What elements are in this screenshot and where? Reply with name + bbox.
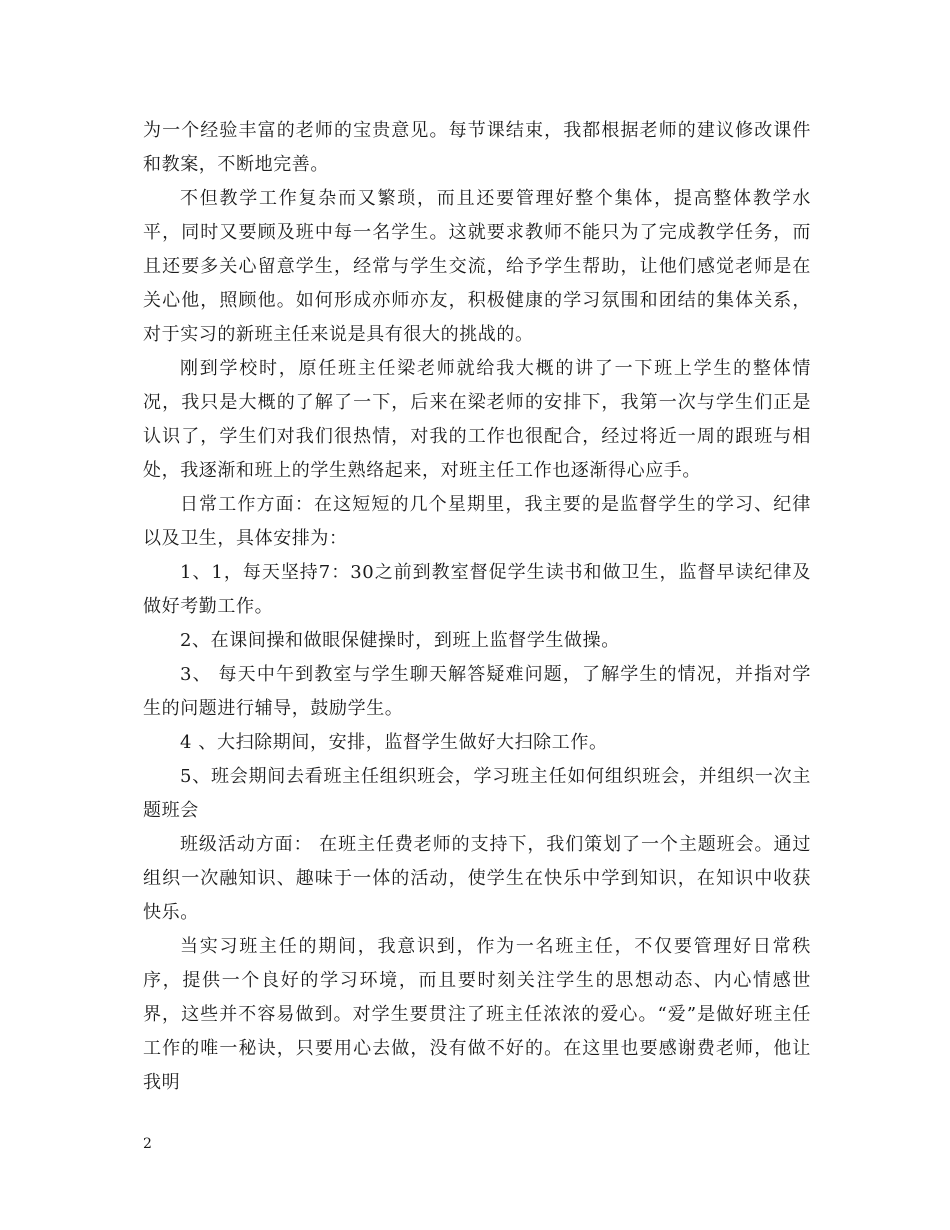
list-item-1: 1、1，每天坚持7：30之前到教室督促学生读书和做卫生，监督早读纪律及做好考勤工作。 <box>143 562 811 617</box>
page-number: 2 <box>143 1136 152 1152</box>
paragraph-arrival: 刚到学校时，原任班主任梁老师就给我大概的讲了一下班上学生的整体情况，我只是大概的了解了一下，后来在梁老师的安排下，我第一次与学生们正是认识了，学生们对我们很热情，对我的工作也很配合，经过将近一周的跟班与相处，我逐渐和班上的学生熟络起来，对班主任工作也逐渐得心应手。 <box>143 358 811 481</box>
paragraph-daily-work: 日常工作方面：在这短短的几个星期里，我主要的是监督学生的学习、纪律以及卫生，具体安排为： <box>143 494 811 549</box>
list-item-4: 4 、大扫除期间，安排，监督学生做好大扫除工作。 <box>180 732 608 753</box>
paragraph-continuation: 为一个经验丰富的老师的宝贵意见。每节课结束，我都根据老师的建议修改课件和教案，不断地完善。 <box>143 120 811 175</box>
list-item-5: 5、班会期间去看班主任组织班会，学习班主任如何组织班会，并组织一次主题班会 <box>143 766 811 821</box>
list-item-2: 2、在课间操和做眼保健操时，到班上监督学生做操。 <box>180 630 620 651</box>
paragraph-class-activity: 班级活动方面： 在班主任费老师的支持下，我们策划了一个主题班会。通过组织一次融知识、趣味于一体的活动，使学生在快乐中学到知识，在知识中收获快乐。 <box>143 834 811 923</box>
paragraph-reflection: 当实习班主任的期间，我意识到，作为一名班主任，不仅要管理好日常秩序，提供一个良好的学习环境，而且要时刻关注学生的思想动态、内心情感世界，这些并不容易做到。对学生要贯注了班主任浓浓的爱心。“爱”是做好班主任工作的唯一秘诀，只要用心去做，没有做不好的。在这里也要感谢费老师，他让我明 <box>143 936 811 1093</box>
list-item-3: 3、 每天中午到教室与学生聊天解答疑难问题，了解学生的情况，并指对学生的问题进行辅导，鼓励学生。 <box>143 664 811 719</box>
paragraph-teaching-work: 不但教学工作复杂而又繁琐，而且还要管理好整个集体，提高整体教学水平，同时又要顾及班中每一名学生。这就要求教师不能只为了完成教学任务，而且还要多关心留意学生，经常与学生交流，给予学生帮助，让他们感觉老师是在关心他，照顾他。如何形成亦师亦友，积极健康的学习氛围和团结的集体关系，对于实习的新班主任来说是具有很大的挑战的。 <box>143 188 811 345</box>
document-body <box>143 114 811 1100</box>
